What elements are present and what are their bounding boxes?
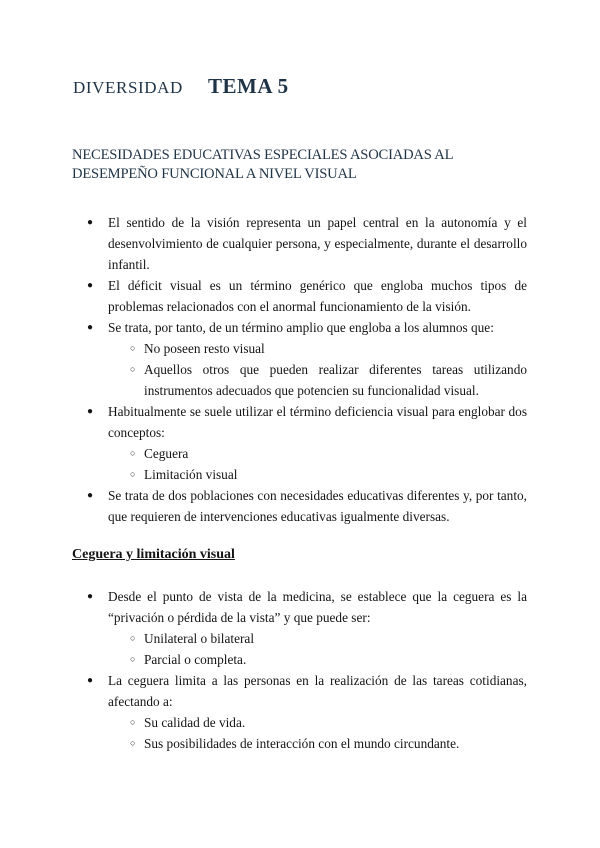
circle-bullet-icon: ○ <box>130 364 136 374</box>
sub-list-item <box>108 359 527 401</box>
bullet-icon: ● <box>87 591 94 602</box>
sub-list-item-text: Unilateral o bilateral <box>144 631 255 646</box>
circle-bullet-icon: ○ <box>130 654 136 664</box>
sub-list <box>108 443 527 485</box>
sub-list-item-text: Aquellos otros que pueden realizar diferentes tareas utilizando instrumentos adecuados que potencien su funcionalidad visual. <box>144 362 527 398</box>
list-item <box>72 485 527 527</box>
sub-list-item-text: Parcial o completa. <box>144 652 247 667</box>
list-item-text: El sentido de la visión representa un papel central en la autonomía y el desenvolvimiento de cualquier persona, y especialmente, durante el desarrollo infantil. <box>108 215 527 272</box>
list-item <box>72 275 527 317</box>
sub-list <box>108 338 527 401</box>
list-item <box>72 212 527 275</box>
sub-list-item-text: Ceguera <box>144 446 189 461</box>
sub-list-item <box>108 733 527 754</box>
circle-bullet-icon: ○ <box>130 633 136 643</box>
sub-list-item <box>108 712 527 733</box>
circle-bullet-icon: ○ <box>130 448 136 458</box>
circle-bullet-icon: ○ <box>130 469 136 479</box>
sub-list-item-text: No poseen resto visual <box>144 341 265 356</box>
sub-list-item-text: Limitación visual <box>144 467 238 482</box>
list-item <box>72 401 527 485</box>
sub-list-item <box>108 464 527 485</box>
sub-list-item-text: Su calidad de vida. <box>144 715 246 730</box>
header-subject: DIVERSIDAD <box>73 78 183 97</box>
sub-list-item <box>108 628 527 649</box>
sub-list <box>108 628 527 670</box>
list-item <box>72 670 527 754</box>
document-title: NECESIDADES EDUCATIVAS ESPECIALES ASOCIADAS AL DESEMPEÑO FUNCIONAL A NIVEL VISUAL <box>72 147 453 182</box>
header-topic: TEMA 5 <box>207 74 289 98</box>
list-item-text: Se trata, por tanto, de un término amplio que engloba a los alumnos que: <box>108 320 494 335</box>
bullet-icon: ● <box>87 675 94 686</box>
circle-bullet-icon: ○ <box>130 738 136 748</box>
sub-list-item <box>108 338 527 359</box>
circle-bullet-icon: ○ <box>130 343 136 353</box>
page-header <box>73 74 289 99</box>
blindness-bullet-list <box>72 586 527 754</box>
section-heading: Ceguera y limitación visual <box>72 547 235 562</box>
bullet-icon: ● <box>87 280 94 291</box>
list-item <box>72 317 527 401</box>
bullet-icon: ● <box>87 406 94 417</box>
bullet-icon: ● <box>87 322 94 333</box>
list-item <box>72 586 527 670</box>
sub-list-item <box>108 649 527 670</box>
sub-list <box>108 712 527 754</box>
sub-list-item <box>108 443 527 464</box>
circle-bullet-icon: ○ <box>130 717 136 727</box>
bullet-icon: ● <box>87 217 94 228</box>
bullet-icon: ● <box>87 490 94 501</box>
list-item-text: Habitualmente se suele utilizar el término deficiencia visual para englobar dos conceptos: <box>108 404 527 440</box>
list-item-text: Se trata de dos poblaciones con necesidades educativas diferentes y, por tanto, que requieren de intervenciones educativas igualmente diversas. <box>108 488 527 524</box>
list-item-text: La ceguera limita a las personas en la realización de las tareas cotidianas, afectando a: <box>108 673 527 709</box>
sub-list-item-text: Sus posibilidades de interacción con el mundo circundante. <box>144 736 460 751</box>
list-item-text: El déficit visual es un término genérico que engloba muchos tipos de problemas relacionados con el anormal funcionamiento de la visión. <box>108 278 527 314</box>
list-item-text: Desde el punto de vista de la medicina, se establece que la ceguera es la “privación o pérdida de la vista” y que puede ser: <box>108 589 527 625</box>
intro-bullet-list <box>72 212 527 527</box>
